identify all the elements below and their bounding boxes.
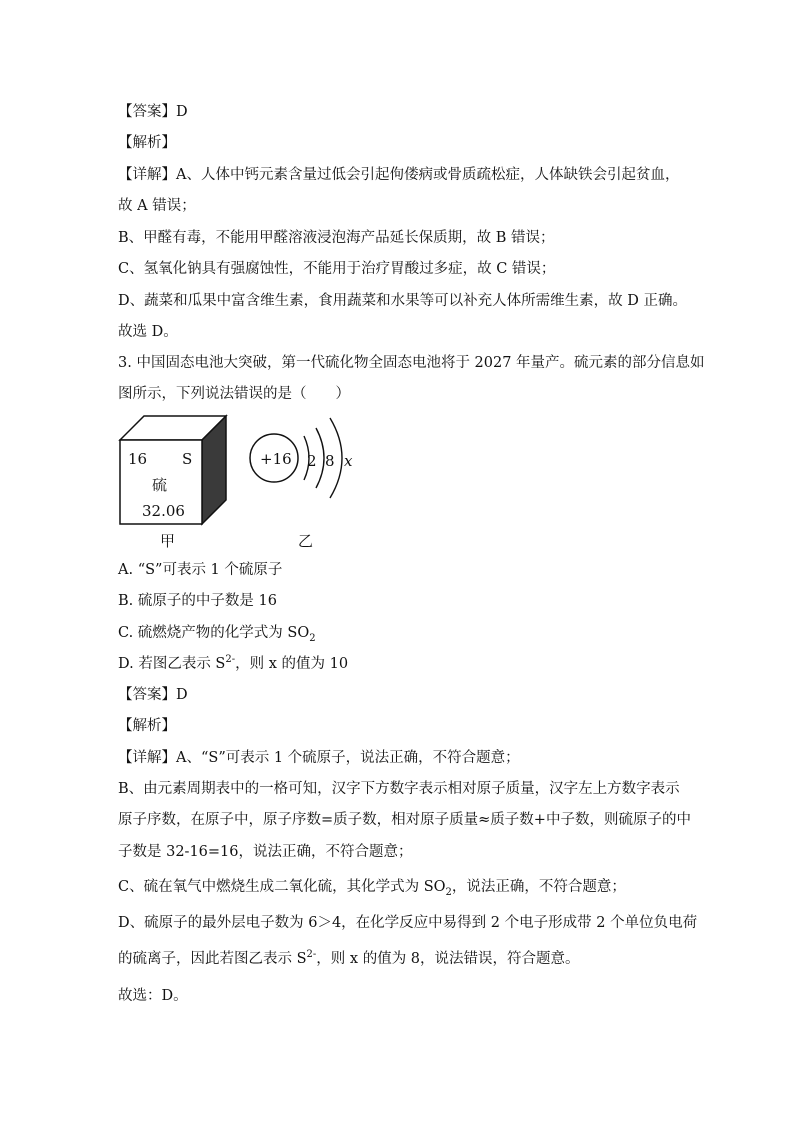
detail2-c [118, 878, 626, 896]
option-c [118, 624, 316, 642]
atomic-mass: 32.06 [142, 502, 185, 520]
detail2-c-text: C、硫在氧气中燃烧生成二氧化硫，其化学式为 SO [118, 879, 446, 895]
detail2-d-superscript: 2- [306, 949, 317, 961]
detail2-d-line1: D、硫原子的最外层电子数为 6＞4，在化学反应中易得到 2 个电子形成带 2 个单位负电荷 [118, 915, 698, 931]
detail-d: D、蔬菜和瓜果中富含维生素，食用蔬菜和水果等可以补充人体所需维生素，故 D 正确。 [118, 293, 687, 309]
option-a: A. “S”可表示 1 个硫原子 [118, 562, 283, 578]
detail2-d-tail: ，则 x 的值为 8，说法错误，符合题意。 [316, 951, 580, 967]
choice-2: 故选：D。 [118, 988, 188, 1004]
answer-1: 【答案】D [118, 104, 188, 120]
choice-1: 故选 D。 [118, 324, 178, 340]
detail2-b-line1: B、由元素周期表中的一格可知，汉字下方数字表示相对原子质量，汉字左上方数字表示 [118, 781, 680, 797]
option-b: B. 硫原子的中子数是 16 [118, 593, 277, 609]
detail2-b-line3: 子数是 32-16=16，说法正确，不符合题意； [118, 844, 413, 860]
detail-b: B、甲醛有毒，不能用甲醛溶液浸泡海产品延长保质期，故 B 错误； [118, 230, 555, 246]
analysis-2: 【解析】 [118, 718, 176, 734]
sulfur-figure [118, 412, 378, 552]
shell-arc-2 [316, 428, 324, 488]
shell-3-count: x [344, 452, 353, 470]
shell-1-count: 2 [307, 452, 317, 470]
detail2-d-line2 [118, 950, 580, 968]
option-d-superscript: 2- [225, 654, 236, 666]
detail-c: C、氢氧化钠具有强腐蚀性，不能用于治疗胃酸过多症，故 C 错误； [118, 261, 556, 277]
analysis-1: 【解析】 [118, 135, 176, 151]
answer-2: 【答案】D [118, 687, 188, 703]
option-d-text: D. 若图乙表示 S [118, 656, 226, 672]
question3-stem-line2: 图所示，下列说法错误的是（ ） [118, 386, 350, 402]
label-jia: 甲 [160, 532, 176, 550]
option-d-tail: ，则 x 的值为 10 [235, 656, 349, 672]
nucleus-charge: +16 [260, 450, 292, 468]
detail2-c-tail: ，说法正确，不符合题意； [451, 879, 626, 895]
shell-2-count: 8 [325, 452, 335, 470]
element-symbol: S [182, 450, 193, 468]
question3-stem-line1: 3. 中国固态电池大突破，第一代硫化物全固态电池将于 2027 年量产。硫元素的部分信息如 [118, 355, 705, 371]
element-name: 硫 [152, 476, 168, 494]
detail2-c-subscript: 2 [445, 886, 452, 898]
label-yi: 乙 [298, 532, 314, 550]
option-c-text: C. 硫燃烧产物的化学式为 SO [118, 625, 310, 641]
option-d [118, 655, 348, 673]
detail-a-line1: 【详解】A、人体中钙元素含量过低会引起佝偻病或骨质疏松症，人体缺铁会引起贫血， [118, 167, 680, 183]
detail2-b-line2: 原子序数，在原子中，原子序数=质子数，相对原子质量≈质子数+中子数，则硫原子的中 [118, 812, 691, 828]
option-c-subscript: 2 [309, 632, 316, 644]
atomic-number: 16 [128, 450, 148, 468]
detail2-d-text: 的硫离子，因此若图乙表示 S [118, 951, 307, 967]
detail2-a: 【详解】A、“S”可表示 1 个硫原子，说法正确，不符合题意； [118, 750, 520, 766]
detail-a-line2: 故 A 错误； [118, 198, 196, 214]
